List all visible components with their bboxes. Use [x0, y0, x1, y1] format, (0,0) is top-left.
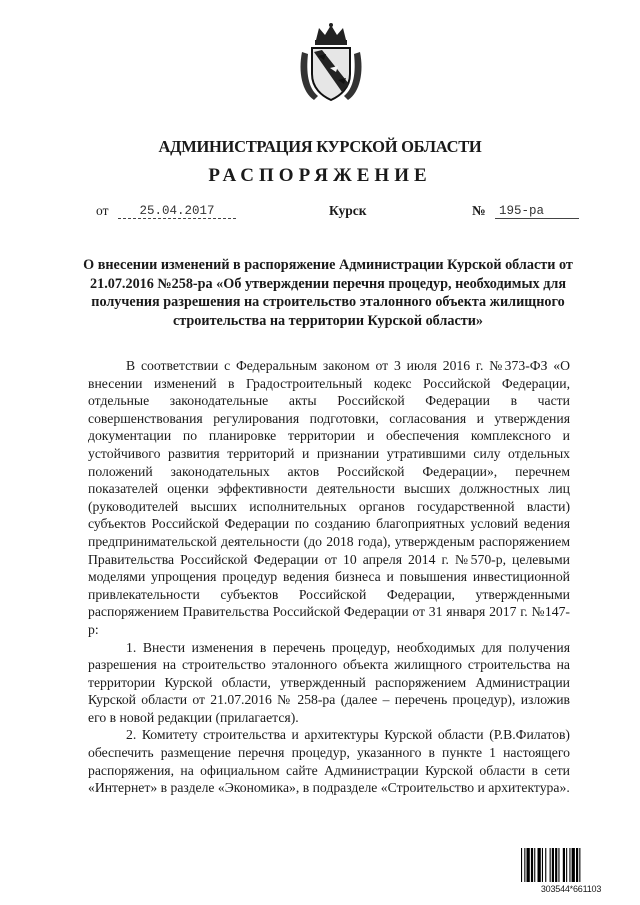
document-title: О внесении изменений в распоряжение Администрации Курской области от 21.07.2016 №258-ра «Об утверждении перечня процедур, необходимых для получения разрешения на строительство эталонного объекта жилищного строительства на территории Курской области» — [83, 257, 573, 329]
document-city: Курск — [329, 203, 367, 218]
document-meta — [0, 203, 640, 227]
barcode-bars-icon — [521, 848, 621, 882]
document-type: РАСПОРЯЖЕНИЕ — [208, 165, 432, 186]
number-label: № — [472, 203, 486, 218]
barcode — [519, 848, 623, 898]
document-body — [88, 357, 570, 797]
preamble-paragraph: В соответствии с Федеральным законом от 3 июля 2016 г. №373-ФЗ «О внесении изменений в Градостроительный кодекс Российской Федерации, отдельные законодательные акты Российской Федерации в части совершенствования регулирования подготовки, согласования и утверждения документации по планировке территории и обеспечения комплексного и устойчивого развития территорий и признании утратившими силу отдельных положений законодательных актов Российской Федерации», перечнем показателей оценки эффективности деятельности высших должностных лиц (руководителей высших исполнительных органов государственной власти) субъектов Российской Федерации по созданию благоприятных условий ведения предпринимательской деятельности (до 2018 года), утвержденым распоряжением Правительства Российской Федерации от 10 апреля 2014 г. №570-р, целевыми моделями упрощения процедур ведения бизнеса и повышения инвестиционной привлекательности субъектов Российской Федерации, утвержденными распоряжением Правительства Российской Федерации от 31 января 2017 г. №147-р: — [88, 358, 570, 637]
barcode-number: 303544*661103 — [540, 884, 602, 894]
item-2-paragraph: 2. Комитету строительства и архитектуры Курской области (Р.В.Филатов) обеспечить размещение перечня процедур, указанного в пункте 1 настоящего распоряжения, на официальном сайте Администрации Курской области в сети «Интернет» в разделе «Экономика», в подразделе «Строительство и архитектура». — [88, 727, 570, 796]
document-date: 25.04.2017 — [118, 204, 236, 219]
organization-name: АДМИНИСТРАЦИЯ КУРСКОЙ ОБЛАСТИ — [158, 137, 482, 156]
document-number: 195-ра — [495, 204, 579, 219]
date-label: от — [96, 203, 109, 218]
coat-of-arms-icon — [296, 22, 366, 104]
item-1-paragraph: 1. Внести изменения в перечень процедур, необходимых для получения разрешения на строительство эталонного объекта жилищного строительства на территории Курской области, утвержденный распоряжением Администрации Курской области от 21.07.2016 № 258-ра (далее – перечень процедур), изложив его в новой редакции (прилагается). — [88, 639, 570, 725]
